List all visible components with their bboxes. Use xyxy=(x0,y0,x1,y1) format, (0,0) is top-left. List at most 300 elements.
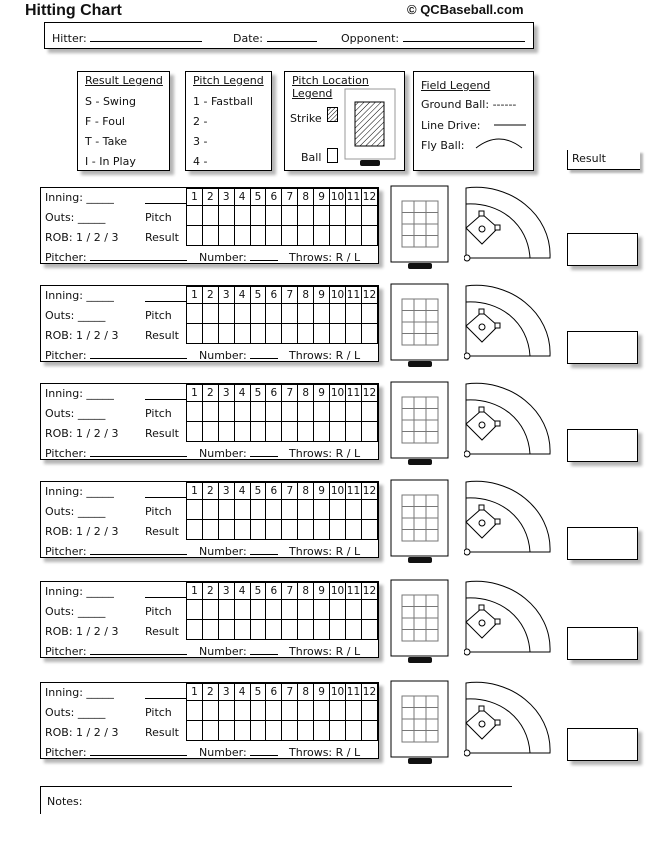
result-cell[interactable] xyxy=(234,620,250,640)
ground-ball-symbol: ------ xyxy=(492,98,517,111)
pitch-legend-title: Pitch Legend xyxy=(193,74,264,87)
pitch-location-box[interactable] xyxy=(390,283,450,372)
pitch-number-cell: 11 xyxy=(345,287,361,304)
pitch-cell[interactable] xyxy=(282,701,298,721)
number-field[interactable] xyxy=(199,645,278,658)
result-box[interactable] xyxy=(567,627,638,660)
result-cell[interactable] xyxy=(345,721,361,741)
pitch-cell[interactable] xyxy=(314,402,330,422)
pitcher-label: Pitcher: xyxy=(45,251,87,264)
result-legend-item: S - Swing xyxy=(85,95,136,108)
pitch-cell[interactable] xyxy=(345,500,361,520)
result-cell[interactable] xyxy=(298,324,314,344)
inning-underline xyxy=(145,597,186,598)
pitcher-label: Pitcher: xyxy=(45,645,87,658)
result-cell[interactable] xyxy=(345,226,361,246)
rob-field[interactable]: ROB: 1 / 2 / 3 xyxy=(45,231,119,244)
pitch-cell[interactable] xyxy=(282,600,298,620)
result-box[interactable] xyxy=(567,527,638,560)
result-cell[interactable] xyxy=(298,226,314,246)
pitch-number-cell: 4 xyxy=(234,385,250,402)
throws-field[interactable]: Throws: R / L xyxy=(289,545,361,558)
pitch-cell[interactable] xyxy=(361,701,377,721)
inning-field[interactable]: Inning: _____ xyxy=(45,686,114,699)
pitch-number-cell: 10 xyxy=(330,483,346,500)
result-legend xyxy=(77,71,170,171)
pitch-cell[interactable] xyxy=(314,701,330,721)
pitch-cell[interactable] xyxy=(202,402,218,422)
pitch-number-cell: 9 xyxy=(314,583,330,600)
opponent-line xyxy=(403,32,525,42)
number-field[interactable] xyxy=(199,349,278,362)
result-box[interactable] xyxy=(567,429,638,462)
pitch-cell[interactable] xyxy=(202,600,218,620)
result-cell[interactable] xyxy=(314,422,330,442)
inning-field[interactable]: Inning: _____ xyxy=(45,585,114,598)
pitch-cell[interactable] xyxy=(361,304,377,324)
pitch-cell[interactable] xyxy=(345,206,361,226)
result-cell[interactable] xyxy=(330,520,346,540)
pitch-cell[interactable] xyxy=(218,304,234,324)
result-cell[interactable] xyxy=(234,324,250,344)
result-cell[interactable] xyxy=(202,324,218,344)
inning-underline xyxy=(145,203,186,204)
number-line xyxy=(250,251,278,261)
pitch-cell[interactable] xyxy=(314,206,330,226)
hitter-field[interactable] xyxy=(52,32,202,45)
pitch-number-cell: 3 xyxy=(218,385,234,402)
result-cell[interactable] xyxy=(250,721,266,741)
result-cell[interactable] xyxy=(187,721,203,741)
result-cell[interactable] xyxy=(187,520,203,540)
pitch-location-box[interactable] xyxy=(390,579,450,668)
result-cell[interactable] xyxy=(314,721,330,741)
pitch-cell[interactable] xyxy=(330,304,346,324)
inning-field[interactable]: Inning: _____ xyxy=(45,485,114,498)
pitch-cell[interactable] xyxy=(361,500,377,520)
result-cell[interactable] xyxy=(187,620,203,640)
throws-field[interactable]: Throws: R / L xyxy=(289,746,361,759)
rob-field[interactable]: ROB: 1 / 2 / 3 xyxy=(45,726,119,739)
pitch-legend-item: 4 - xyxy=(193,155,208,168)
pitch-number-cell: 3 xyxy=(218,483,234,500)
pitch-cell[interactable] xyxy=(345,701,361,721)
pitch-cell[interactable] xyxy=(298,500,314,520)
pitch-cell[interactable] xyxy=(345,402,361,422)
result-box[interactable] xyxy=(567,233,638,266)
result-cell[interactable] xyxy=(218,324,234,344)
pitcher-field[interactable] xyxy=(45,251,187,264)
result-cell[interactable] xyxy=(330,422,346,442)
pitch-cell[interactable] xyxy=(218,600,234,620)
inning-underline xyxy=(145,301,186,302)
pitch-location-box[interactable] xyxy=(390,680,450,769)
result-cell[interactable] xyxy=(250,226,266,246)
pitch-number-cell: 12 xyxy=(361,583,377,600)
pitcher-line xyxy=(90,746,187,756)
pitcher-field[interactable] xyxy=(45,545,187,558)
field-legend-title: Field Legend xyxy=(421,79,491,92)
number-line xyxy=(250,447,278,457)
outs-field[interactable]: Outs: _____ xyxy=(45,211,106,224)
result-cell[interactable] xyxy=(266,520,282,540)
result-cell[interactable] xyxy=(218,620,234,640)
page-title: Hitting Chart xyxy=(25,2,122,19)
pitch-cell[interactable] xyxy=(187,206,203,226)
hitter-line xyxy=(90,32,202,42)
pitch-number-cell: 7 xyxy=(282,287,298,304)
strike-swatch-icon xyxy=(327,107,339,123)
result-cell[interactable] xyxy=(187,324,203,344)
number-field[interactable] xyxy=(199,251,278,264)
pitch-cell[interactable] xyxy=(330,402,346,422)
result-cell[interactable] xyxy=(298,422,314,442)
pitch-legend-item: 2 - xyxy=(193,115,208,128)
pitch-cell[interactable] xyxy=(298,402,314,422)
pitch-cell[interactable] xyxy=(266,304,282,324)
result-cell[interactable] xyxy=(330,620,346,640)
baseball-field-icon xyxy=(464,654,556,667)
copyright-text: © QCBaseball.com xyxy=(407,2,524,17)
pitch-row-label: Pitch xyxy=(145,211,172,224)
field-diagram[interactable] xyxy=(464,380,556,469)
at-bat-card xyxy=(40,581,379,658)
pitch-cell[interactable] xyxy=(282,206,298,226)
ball-label: Ball xyxy=(301,151,322,164)
strike-zone-grid-icon xyxy=(390,457,450,470)
pitch-cell[interactable] xyxy=(298,701,314,721)
outs-field[interactable]: Outs: _____ xyxy=(45,407,106,420)
pitch-number-cell: 5 xyxy=(250,189,266,206)
result-cell[interactable] xyxy=(330,324,346,344)
pitch-cell[interactable] xyxy=(361,402,377,422)
pitch-cell[interactable] xyxy=(298,206,314,226)
number-field[interactable] xyxy=(199,545,278,558)
result-cell[interactable] xyxy=(218,226,234,246)
pitch-number-cell: 11 xyxy=(345,684,361,701)
pitch-row-label: Pitch xyxy=(145,309,172,322)
result-cell[interactable] xyxy=(314,226,330,246)
result-cell[interactable] xyxy=(266,721,282,741)
pitch-location-title-line2: Legend xyxy=(292,87,333,100)
pitch-legend xyxy=(185,71,272,171)
result-cell[interactable] xyxy=(282,422,298,442)
pitch-cell[interactable] xyxy=(234,600,250,620)
result-row-label: Result xyxy=(145,231,179,244)
pitch-cell[interactable] xyxy=(234,500,250,520)
pitch-number-cell: 6 xyxy=(266,189,282,206)
pitch-row-label: Pitch xyxy=(145,407,172,420)
inning-field[interactable]: Inning: _____ xyxy=(45,289,114,302)
pitch-number-cell: 11 xyxy=(345,583,361,600)
result-cell[interactable] xyxy=(266,226,282,246)
strike-zone-grid-icon xyxy=(390,359,450,372)
baseball-field-icon xyxy=(464,260,556,273)
pitch-cell[interactable] xyxy=(250,600,266,620)
pitch-number-cell: 6 xyxy=(266,385,282,402)
field-diagram[interactable] xyxy=(464,184,556,273)
result-cell[interactable] xyxy=(202,422,218,442)
at-bat-card xyxy=(40,383,379,460)
pitch-row-label: Pitch xyxy=(145,505,172,518)
pitch-cell[interactable] xyxy=(330,206,346,226)
pitch-location-box[interactable] xyxy=(390,381,450,470)
pitch-location-legend xyxy=(284,71,405,171)
result-cell[interactable] xyxy=(234,422,250,442)
result-cell[interactable] xyxy=(298,520,314,540)
pitch-location-box[interactable] xyxy=(390,185,450,274)
pitch-number-cell: 1 xyxy=(187,189,203,206)
pitch-location-box[interactable] xyxy=(390,479,450,568)
result-cell[interactable] xyxy=(234,721,250,741)
result-cell[interactable] xyxy=(314,620,330,640)
pitch-cell[interactable] xyxy=(218,206,234,226)
pitch-number-cell: 11 xyxy=(345,189,361,206)
result-cell[interactable] xyxy=(282,324,298,344)
number-line xyxy=(250,746,278,756)
result-row-label: Result xyxy=(145,427,179,440)
pitch-number-cell: 2 xyxy=(202,189,218,206)
pitch-number-cell: 12 xyxy=(361,483,377,500)
result-cell[interactable] xyxy=(361,620,377,640)
result-cell[interactable] xyxy=(314,324,330,344)
pitch-cell[interactable] xyxy=(218,402,234,422)
hitter-label: Hitter: xyxy=(52,32,87,45)
result-cell[interactable] xyxy=(345,620,361,640)
pitch-number-cell: 5 xyxy=(250,684,266,701)
result-cell[interactable] xyxy=(202,226,218,246)
result-cell[interactable] xyxy=(250,620,266,640)
outs-field[interactable]: Outs: _____ xyxy=(45,505,106,518)
result-cell[interactable] xyxy=(345,520,361,540)
pitch-cell[interactable] xyxy=(330,600,346,620)
pitch-number-cell: 6 xyxy=(266,287,282,304)
pitch-cell[interactable] xyxy=(266,402,282,422)
result-cell[interactable] xyxy=(187,422,203,442)
result-cell[interactable] xyxy=(266,324,282,344)
pitch-cell[interactable] xyxy=(202,701,218,721)
result-legend-item: F - Foul xyxy=(85,115,125,128)
pitch-cell[interactable] xyxy=(330,500,346,520)
field-diagram[interactable] xyxy=(464,282,556,371)
result-cell[interactable] xyxy=(298,620,314,640)
pitch-number-cell: 4 xyxy=(234,684,250,701)
pitch-cell[interactable] xyxy=(266,600,282,620)
throws-field[interactable]: Throws: R / L xyxy=(289,645,361,658)
result-cell[interactable] xyxy=(234,520,250,540)
pitch-number-cell: 12 xyxy=(361,287,377,304)
throws-field[interactable]: Throws: R / L xyxy=(289,447,361,460)
rob-field[interactable]: ROB: 1 / 2 / 3 xyxy=(45,525,119,538)
pitch-cell[interactable] xyxy=(298,304,314,324)
pitcher-field[interactable] xyxy=(45,447,187,460)
pitch-number-cell: 9 xyxy=(314,684,330,701)
pitch-cell[interactable] xyxy=(187,402,203,422)
pitch-cell[interactable] xyxy=(202,500,218,520)
pitch-cell[interactable] xyxy=(250,500,266,520)
result-cell[interactable] xyxy=(330,721,346,741)
pitch-cell[interactable] xyxy=(202,206,218,226)
inning-field[interactable]: Inning: _____ xyxy=(45,387,114,400)
rob-field[interactable]: ROB: 1 / 2 / 3 xyxy=(45,625,119,638)
pitcher-line xyxy=(90,645,187,655)
pitch-cell[interactable] xyxy=(314,600,330,620)
pitch-number-cell: 7 xyxy=(282,583,298,600)
field-legend xyxy=(413,71,534,171)
pitcher-line xyxy=(90,349,187,359)
notes-label: Notes: xyxy=(47,795,83,808)
result-cell[interactable] xyxy=(202,620,218,640)
opponent-label: Opponent: xyxy=(341,32,400,45)
pitch-cell[interactable] xyxy=(330,701,346,721)
rob-field[interactable]: ROB: 1 / 2 / 3 xyxy=(45,427,119,440)
pitch-cell[interactable] xyxy=(218,500,234,520)
pitch-number-cell: 11 xyxy=(345,385,361,402)
pitch-number-cell: 5 xyxy=(250,287,266,304)
pitch-number-cell: 7 xyxy=(282,483,298,500)
result-cell[interactable] xyxy=(282,620,298,640)
result-cell[interactable] xyxy=(298,721,314,741)
pitch-number-cell: 6 xyxy=(266,684,282,701)
pitch-cell[interactable] xyxy=(218,701,234,721)
pitcher-field[interactable] xyxy=(45,645,187,658)
pitch-grid xyxy=(186,582,378,640)
pitch-number-cell: 10 xyxy=(330,583,346,600)
result-cell[interactable] xyxy=(266,422,282,442)
result-cell[interactable] xyxy=(345,324,361,344)
outs-field[interactable]: Outs: _____ xyxy=(45,706,106,719)
notes-box[interactable] xyxy=(40,786,512,814)
pitch-cell[interactable] xyxy=(266,500,282,520)
pitch-cell[interactable] xyxy=(234,402,250,422)
pitch-cell[interactable] xyxy=(266,206,282,226)
number-label: Number: xyxy=(199,645,247,658)
pitch-number-cell: 7 xyxy=(282,385,298,402)
result-cell[interactable] xyxy=(361,520,377,540)
number-field[interactable] xyxy=(199,746,278,759)
pitch-number-cell: 5 xyxy=(250,483,266,500)
result-cell[interactable] xyxy=(282,721,298,741)
result-row-label: Result xyxy=(145,525,179,538)
pitch-number-cell: 10 xyxy=(330,189,346,206)
result-cell[interactable] xyxy=(218,520,234,540)
pitch-number-cell: 6 xyxy=(266,583,282,600)
pitch-number-cell: 7 xyxy=(282,684,298,701)
pitch-cell[interactable] xyxy=(187,701,203,721)
pitch-number-cell: 1 xyxy=(187,684,203,701)
field-diagram[interactable] xyxy=(464,478,556,567)
result-cell[interactable] xyxy=(250,520,266,540)
result-cell[interactable] xyxy=(250,324,266,344)
pitch-number-cell: 3 xyxy=(218,287,234,304)
result-legend-item: T - Take xyxy=(85,135,128,148)
pitch-cell[interactable] xyxy=(314,304,330,324)
pitch-cell[interactable] xyxy=(282,500,298,520)
pitch-cell[interactable] xyxy=(282,304,298,324)
number-field[interactable] xyxy=(199,447,278,460)
result-cell[interactable] xyxy=(234,226,250,246)
opponent-field[interactable] xyxy=(341,32,525,45)
result-cell[interactable] xyxy=(282,520,298,540)
result-cell[interactable] xyxy=(218,422,234,442)
date-field[interactable] xyxy=(233,32,317,45)
at-bat-card xyxy=(40,187,379,264)
result-box[interactable] xyxy=(567,728,638,761)
pitcher-field[interactable] xyxy=(45,349,187,362)
result-cell[interactable] xyxy=(330,226,346,246)
result-cell[interactable] xyxy=(314,520,330,540)
pitch-cell[interactable] xyxy=(234,206,250,226)
pitch-number-cell: 5 xyxy=(250,583,266,600)
pitcher-field[interactable] xyxy=(45,746,187,759)
pitch-cell[interactable] xyxy=(187,304,203,324)
pitch-number-cell: 9 xyxy=(314,483,330,500)
pitch-cell[interactable] xyxy=(361,600,377,620)
result-cell[interactable] xyxy=(266,620,282,640)
field-diagram[interactable] xyxy=(464,578,556,667)
result-cell[interactable] xyxy=(361,422,377,442)
pitch-cell[interactable] xyxy=(250,701,266,721)
pitch-number-cell: 3 xyxy=(218,684,234,701)
pitch-cell[interactable] xyxy=(187,500,203,520)
pitch-cell[interactable] xyxy=(234,304,250,324)
pitch-cell[interactable] xyxy=(250,206,266,226)
throws-field[interactable]: Throws: R / L xyxy=(289,349,361,362)
result-cell[interactable] xyxy=(187,226,203,246)
result-cell[interactable] xyxy=(361,226,377,246)
pitcher-line xyxy=(90,447,187,457)
pitch-cell[interactable] xyxy=(361,206,377,226)
pitch-row-label: Pitch xyxy=(145,605,172,618)
result-cell[interactable] xyxy=(361,721,377,741)
inning-underline xyxy=(145,399,186,400)
date-label: Date: xyxy=(233,32,263,45)
pitch-cell[interactable] xyxy=(266,701,282,721)
result-cell[interactable] xyxy=(218,721,234,741)
outs-field[interactable]: Outs: _____ xyxy=(45,605,106,618)
result-cell[interactable] xyxy=(202,520,218,540)
pitch-number-cell: 5 xyxy=(250,385,266,402)
inning-field[interactable]: Inning: _____ xyxy=(45,191,114,204)
pitch-cell[interactable] xyxy=(282,402,298,422)
pitch-number-cell: 2 xyxy=(202,583,218,600)
result-cell[interactable] xyxy=(361,324,377,344)
pitch-cell[interactable] xyxy=(202,304,218,324)
pitch-cell[interactable] xyxy=(298,600,314,620)
pitch-cell[interactable] xyxy=(345,600,361,620)
pitch-cell[interactable] xyxy=(234,701,250,721)
pitcher-label: Pitcher: xyxy=(45,545,87,558)
result-cell[interactable] xyxy=(250,422,266,442)
pitch-cell[interactable] xyxy=(250,402,266,422)
pitch-cell[interactable] xyxy=(250,304,266,324)
outs-field[interactable]: Outs: _____ xyxy=(45,309,106,322)
field-diagram[interactable] xyxy=(464,679,556,768)
result-box[interactable] xyxy=(567,331,638,364)
throws-field[interactable]: Throws: R / L xyxy=(289,251,361,264)
result-cell[interactable] xyxy=(282,226,298,246)
pitch-cell[interactable] xyxy=(187,600,203,620)
rob-field[interactable]: ROB: 1 / 2 / 3 xyxy=(45,329,119,342)
pitch-cell[interactable] xyxy=(314,500,330,520)
line-drive-label: Line Drive: xyxy=(421,119,481,132)
pitch-grid xyxy=(186,286,378,344)
strike-zone-grid-icon xyxy=(390,261,450,274)
at-bat-card xyxy=(40,481,379,558)
result-cell[interactable] xyxy=(345,422,361,442)
result-cell[interactable] xyxy=(202,721,218,741)
pitch-cell[interactable] xyxy=(345,304,361,324)
